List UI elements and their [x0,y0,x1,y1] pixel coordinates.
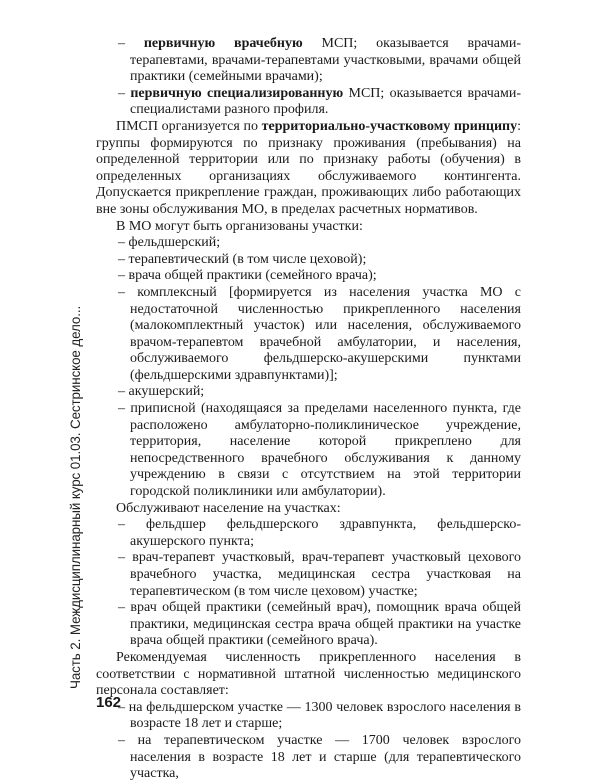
list-item [96,600,521,650]
list-item [96,86,521,119]
page-number: 162 [96,694,122,711]
text-run: – фельдшер фельдшерского здравпункта, фельдшерско-акушерского пункта; [118,517,521,549]
text-run: – на фельдшерском участке — 1300 человек взрослого населения в возрасте 18 лет и старше; [118,699,521,732]
text-run: – приписной (находящаяся за пределами населенного пункта, где расположено амбулаторно-поликлиническое учреждение, территория, население которой прикреплено для непосредственного врачебного обслуживания к данному учреждению в связи с отсутствием на этой территории городской поликлиники или амбулатории). [118,401,521,500]
list-item [96,268,521,285]
text-run: – на терапевтическом участке — 1700 человек взрослого населения в возрасте 18 лет и старше (для терапевтического участка, [118,732,521,782]
list-item [96,550,521,600]
paragraph [96,650,521,700]
running-header: Часть 2. Междисциплинарный курс 01.03. Сестринское дело... [68,305,83,689]
text-run: – врача общей практики (семейного врача); [118,268,377,284]
list-item [96,285,521,385]
paragraph [96,119,521,219]
list-item [96,700,521,733]
text-run: МСП; оказывается врачами-терапевтами, врачами-терапевтами участковыми, врачами общей практики (семейными врачами); [130,36,522,85]
page-body [96,36,521,783]
text-run: – врач-терапевт участковый, врач-терапевт участковый цехового врачебного участка, медицинская сестра участковая на терапевтическом (в том числе цеховом) участке; [118,550,521,599]
bold-term: первичную специализированную [130,85,344,101]
text-run: Обслуживают население на участках: [116,500,341,516]
text-run: Рекомендуемая численность прикрепленного населения в соответствии с нормативной штатной численностью медицинского персонала составляет: [96,649,521,699]
text-run: – фельдшерский; [118,235,221,251]
text-run: В МО могут быть организованы участки: [116,218,363,234]
list-item [96,517,521,550]
text-run: – [118,85,131,101]
text-run: – комплексный [формируется из населения участка МО с недостаточной численностью прикрепленного населения (малокомплектный участок) или населения, обслуживаемого врачом-терапевтом врачебной амбулатории, и населения, обслуживаемого фельдшерско-акушерскими пунктами (фельдшерскими здравпунктами)]; [118,284,521,383]
list-item [96,384,521,401]
text-run: – акушерский; [118,384,205,400]
bold-term: территориально-участковому принципу [261,118,518,134]
text-run: – терапевтический (в том числе цеховой); [118,251,367,267]
text-run: – врач общей практики (семейный врач), помощник врача общей практики, медицинская сестра врача общей практики на участке врача общей практики (семейного врача). [118,600,521,649]
list-item [96,252,521,269]
list-item [96,235,521,252]
text-run: МСП; оказывается врачами-специалистами разного профиля. [130,85,522,118]
paragraph [96,219,521,236]
list-item [96,36,521,86]
bold-term: первичную врачебную [143,36,303,51]
list-item [96,733,521,783]
text-run: – [118,36,144,51]
text-run: : группы формируются по признаку проживания (пребывания) на определенной территории или по признаку работы (обучения) в определенных организациях обслуживаемого контингента. Допускается прикрепление граждан, проживающих либо работающих вне зоны обслуживания МО, в пределах расчетных нормативов. [96,118,521,217]
list-item [96,401,521,501]
text-run: ПМСП организуется по [116,118,262,134]
paragraph [96,501,521,518]
